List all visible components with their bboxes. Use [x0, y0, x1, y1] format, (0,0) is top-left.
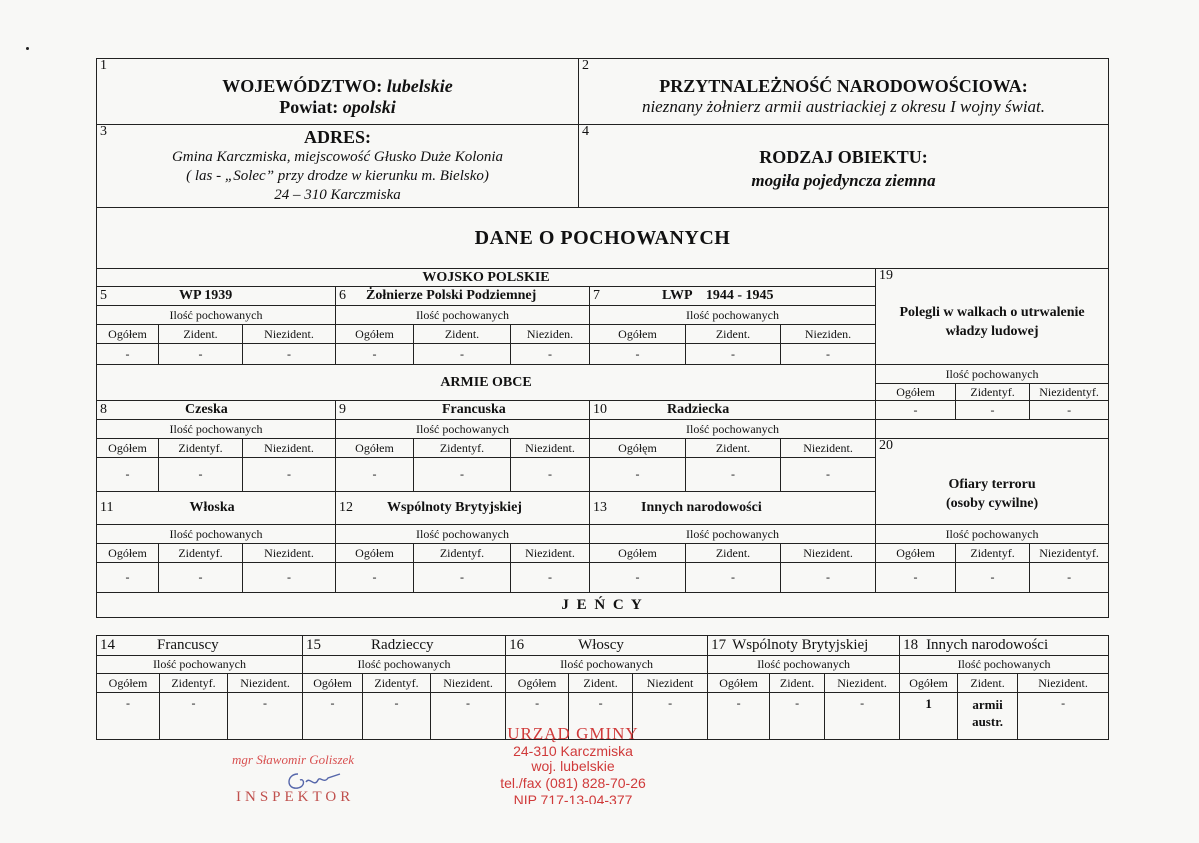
ilosc-label: Ilość pochowanych	[336, 420, 590, 439]
col-niezident: Niezident.	[511, 544, 590, 563]
signature-title: INSPEKTOR	[236, 789, 355, 805]
col-zidentyf: Zidentyf.	[414, 544, 511, 563]
cell-value: -	[303, 693, 363, 740]
cell-value: -	[569, 693, 633, 740]
col-ogolem: Ogółem	[97, 325, 159, 344]
cell-value: -	[511, 458, 590, 492]
powiat-value: opolski	[342, 97, 396, 117]
box-number: 10	[593, 402, 607, 417]
ilosc-label: Ilość pochowanych	[590, 525, 876, 544]
col-ogolem: Ogółęm	[590, 439, 686, 458]
header-table	[96, 58, 1109, 269]
section-14-title: Francuscy	[157, 637, 219, 653]
cell-value: -	[97, 458, 159, 492]
box-wojewodztwo	[97, 59, 579, 125]
col-zidentyf: Zidentyf.	[956, 384, 1030, 401]
col-niezident: Niezident	[633, 674, 708, 693]
stamp-line-2: 24-310 Karczmiska	[513, 743, 633, 759]
cell-value: -	[506, 693, 569, 740]
section-9	[336, 401, 590, 420]
section-9-title: Francuska	[442, 402, 506, 417]
cell-value: -	[243, 458, 336, 492]
box-number: 20	[879, 438, 894, 453]
box-number: 3	[100, 124, 107, 139]
cell-value: -	[781, 563, 876, 593]
section-15	[303, 636, 506, 656]
cell-value: -	[956, 401, 1030, 420]
box-number: 1	[100, 58, 107, 73]
przynaleznosc-value: nieznany żołnierz armii austriackiej z okresu I wojny świat.	[641, 97, 1046, 116]
box-przynaleznosc	[579, 59, 1109, 125]
box-number: 4	[582, 124, 589, 139]
col-niezidentyf: Niezidentyf.	[1030, 544, 1109, 563]
cell-value: -	[590, 344, 686, 365]
armie-obce-heading: ARMIE OBCE	[97, 365, 876, 401]
cell-value: -	[781, 458, 876, 492]
section-18	[900, 636, 1109, 656]
col-ogolem: Ogółem	[708, 674, 770, 693]
ilosc-label: Ilość pochowanych	[97, 306, 336, 325]
cell-value: -	[414, 344, 511, 365]
cell-value: -	[511, 563, 590, 593]
col-niezident: Niezident.	[243, 439, 336, 458]
cell-value: -	[97, 693, 160, 740]
ilosc-label: Ilość pochowanych	[506, 656, 708, 674]
section-8	[97, 401, 336, 420]
section-5	[97, 287, 336, 306]
ilosc-label: Ilość pochowanych	[876, 365, 1109, 384]
col-zident: Zident.	[569, 674, 633, 693]
section-7-title: LWP 1944 - 1945	[662, 288, 774, 303]
section-15-title: Radzieccy	[371, 637, 434, 653]
rodzaj-value: mogiła pojedyncza ziemna	[751, 171, 936, 190]
stamp-line-3: woj. lubelskie	[531, 758, 615, 774]
col-zident: Zident.	[686, 439, 781, 458]
cell-value: -	[781, 344, 876, 365]
stamp-line-1: URZĄD GMINY	[507, 724, 639, 743]
section-20-title-2: (osoby cywilne)	[945, 496, 1039, 511]
box-number: 7	[593, 288, 600, 303]
section-13-title: Innych narodowości	[641, 500, 762, 515]
section-20-title-1: Ofiary terroru	[948, 477, 1036, 492]
powiat-label: Powiat:	[279, 97, 339, 117]
cell-value: -	[160, 693, 228, 740]
wojewodztwo-label: WOJEWÓDZTWO:	[222, 76, 383, 96]
col-ogolem: Ogółem	[900, 674, 958, 693]
cell-value: -	[876, 401, 956, 420]
cell-value: -	[686, 458, 781, 492]
cell-value: -	[1030, 563, 1109, 593]
col-ogolem: Ogółem	[876, 544, 956, 563]
cell-value: -	[633, 693, 708, 740]
col-zidentyf: Zidentyf.	[363, 674, 431, 693]
section-20	[876, 439, 1109, 525]
section-6	[336, 287, 590, 306]
dane-title: DANE O POCHOWANYCH	[97, 208, 1109, 269]
signature-name: mgr Sławomir Goliszek	[232, 752, 355, 767]
cell-value: -	[1018, 693, 1109, 740]
cell-value: -	[243, 563, 336, 593]
cell-value: -	[228, 693, 303, 740]
col-ogolem: Ogółem	[97, 544, 159, 563]
box-number: 11	[100, 500, 114, 515]
cell-value: -	[511, 344, 590, 365]
cell-value: -	[686, 563, 781, 593]
wojsko-polskie-heading: WOJSKO POLSKIE	[97, 269, 876, 287]
cell-value: -	[97, 563, 159, 593]
box-number: 8	[100, 402, 107, 417]
col-niezident: Niezident.	[781, 544, 876, 563]
office-stamp	[478, 724, 668, 804]
cell-value: -	[590, 458, 686, 492]
box-number: 12	[339, 500, 353, 515]
col-niezident: Niezident.	[243, 544, 336, 563]
jency-heading: J E Ń C Y	[97, 593, 1109, 618]
cell-value: -	[363, 693, 431, 740]
col-ogolem: Ogółem	[590, 325, 686, 344]
section-19-title: Polegli w walkach o utrwalenie władzy ludowej	[899, 305, 1085, 339]
col-niezident: Niezident.	[243, 325, 336, 344]
col-ogolem: Ogółem	[336, 325, 414, 344]
cell-value: -	[159, 563, 243, 593]
col-ogolem: Ogółem	[876, 384, 956, 401]
przynaleznosc-label: PRZYTNALEŻNOŚĆ NARODOWOŚCIOWA:	[659, 76, 1028, 96]
col-niezident: Nieziden.	[511, 325, 590, 344]
box-number: 19	[879, 268, 894, 283]
cell-value: -	[825, 693, 900, 740]
cell-value: -	[159, 344, 243, 365]
section-12-title: Wspólnoty Brytyjskiej	[387, 500, 522, 515]
adres-line1: Gmina Karczmiska, miejscowość Głusko Duże Kolonia	[171, 149, 504, 165]
col-zidentyf: Zidentyf.	[160, 674, 228, 693]
ilosc-label: Ilość pochowanych	[97, 656, 303, 674]
col-zident: Zident.	[770, 674, 825, 693]
section-5-title: WP 1939	[179, 288, 233, 303]
col-niezident: Niezident.	[431, 674, 506, 693]
ilosc-label: Ilość pochowanych	[336, 525, 590, 544]
box-number: 14	[100, 637, 115, 653]
col-niezident: Nieziden.	[781, 325, 876, 344]
col-zident: Zident.	[958, 674, 1018, 693]
box-number: 17	[711, 637, 727, 653]
cell-value: -	[336, 563, 414, 593]
box-number: 6	[339, 288, 346, 303]
ilosc-label: Ilość pochowanych	[97, 420, 336, 439]
section-18-title: Innych narodowości	[926, 637, 1049, 653]
col-zident: Zident.	[414, 325, 511, 344]
ilosc-label: Ilość pochowanych	[900, 656, 1109, 674]
rodzaj-label: RODZAJ OBIEKTU:	[759, 147, 928, 167]
scan-dot	[26, 47, 29, 50]
adres-label: ADRES:	[303, 127, 371, 147]
section-8-title: Czeska	[185, 402, 228, 417]
col-ogolem: Ogółem	[336, 439, 414, 458]
cell-value: -	[1030, 401, 1109, 420]
section-12	[336, 492, 590, 525]
cell-value: -	[414, 563, 511, 593]
section-16	[506, 636, 708, 656]
burials-grid	[96, 268, 1109, 618]
section-10	[590, 401, 876, 420]
box-number: 5	[100, 288, 107, 303]
box-number: 16	[509, 637, 525, 653]
ilosc-label: Ilość pochowanych	[876, 525, 1109, 544]
box-number: 2	[582, 58, 589, 73]
section-6-title: Żołnierze Polski Podziemnej	[366, 288, 537, 303]
col-ogolem: Ogółem	[590, 544, 686, 563]
section-11	[97, 492, 336, 525]
col-niezident: Niezident.	[781, 439, 876, 458]
col-zidentyf: Zidentyf.	[414, 439, 511, 458]
adres-line2: ( las - „Solec” przy drodze w kierunku m. Bielsko)	[186, 168, 489, 184]
cell-value: -	[686, 344, 781, 365]
box-number: 15	[306, 637, 322, 653]
section-10-title: Radziecka	[667, 402, 730, 417]
col-ogolem: Ogółem	[303, 674, 363, 693]
section-7	[590, 287, 876, 306]
section-13	[590, 492, 876, 525]
col-niezidentyf: Niezidentyf.	[1030, 384, 1109, 401]
col-zidentyf: Zidentyf.	[159, 439, 243, 458]
cell-value: -	[708, 693, 770, 740]
col-ogolem: Ogółem	[97, 439, 159, 458]
section-17	[708, 636, 900, 656]
cell-value: -	[876, 563, 956, 593]
col-zidentyf: Zidentyf.	[956, 544, 1030, 563]
wojewodztwo-value: lubelskie	[386, 76, 453, 96]
cell-value: -	[243, 344, 336, 365]
ilosc-label: Ilość pochowanych	[336, 306, 590, 325]
col-niezident: Niezident.	[1018, 674, 1109, 693]
cell-value: -	[431, 693, 506, 740]
stamp-line-5: NIP 717-13-04-377	[513, 792, 633, 804]
section-19	[876, 269, 1109, 365]
cell-value: -	[770, 693, 825, 740]
cell-value: -	[336, 344, 414, 365]
cell-value-zident-18	[958, 693, 1018, 740]
col-zidentyf: Zidentyf.	[159, 544, 243, 563]
col-zident: Zident.	[159, 325, 243, 344]
section-17-title: Wspólnoty Brytyjskiej	[732, 637, 869, 653]
zident-line-2: austr.	[972, 714, 1004, 729]
box-rodzaj	[579, 125, 1109, 208]
col-ogolem: Ogółem	[97, 674, 160, 693]
cell-value: -	[414, 458, 511, 492]
ilosc-label: Ilość pochowanych	[97, 525, 336, 544]
ilosc-label: Ilość pochowanych	[590, 420, 876, 439]
cell-value: -	[956, 563, 1030, 593]
col-ogolem: Ogółem	[506, 674, 569, 693]
box-number: 13	[593, 500, 607, 515]
cell-value: -	[336, 458, 414, 492]
box-number: 9	[339, 402, 346, 417]
stamp-line-4: tel./fax (081) 828-70-26	[500, 775, 646, 791]
section-14	[97, 636, 303, 656]
col-niezident: Niezident.	[825, 674, 900, 693]
section-11-title: Włoska	[189, 500, 235, 515]
zident-line-1: armii	[972, 697, 1003, 712]
box-number: 18	[903, 637, 919, 653]
cell-value: -	[97, 344, 159, 365]
col-ogolem: Ogółem	[336, 544, 414, 563]
ilosc-label: Ilość pochowanych	[708, 656, 900, 674]
col-zident: Zident.	[686, 325, 781, 344]
cell-value: -	[159, 458, 243, 492]
adres-line3: 24 – 310 Karczmiska	[274, 187, 401, 203]
spacer-cell	[876, 420, 1109, 439]
ilosc-label: Ilość pochowanych	[303, 656, 506, 674]
section-16-title: Włoscy	[578, 637, 624, 653]
col-niezident: Niezident.	[228, 674, 303, 693]
ilosc-label: Ilość pochowanych	[590, 306, 876, 325]
box-adres	[97, 125, 579, 208]
cell-value-ogolem-18: 1	[900, 693, 958, 740]
cell-value: -	[590, 563, 686, 593]
col-zident: Zident.	[686, 544, 781, 563]
col-niezident: Niezident.	[511, 439, 590, 458]
